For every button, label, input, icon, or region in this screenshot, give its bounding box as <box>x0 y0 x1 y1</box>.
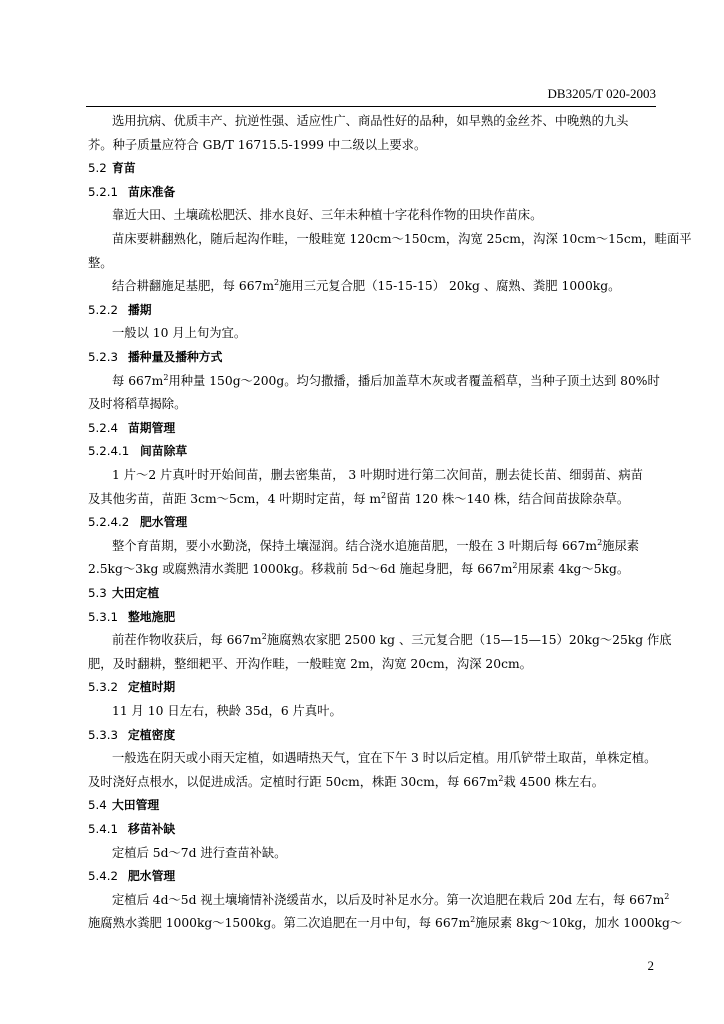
section-title: 肥水管理 <box>140 515 188 530</box>
header-rule <box>86 106 656 107</box>
section-title: 大田定植 <box>112 586 160 600</box>
section-title: 播期 <box>128 302 152 317</box>
paragraph-line: 肥，及时翻耕，整细耙平、开沟作畦，一般畦宽 2m，沟宽 20cm，沟深 20cm。 <box>88 656 532 671</box>
section-heading <box>88 725 724 745</box>
section-title: 苗床准备 <box>128 184 176 199</box>
section-heading <box>88 677 724 697</box>
section-heading <box>88 418 724 438</box>
section-heading <box>88 347 724 367</box>
section-heading <box>88 441 724 461</box>
section-number: 5.3.1 <box>88 609 119 624</box>
section-title: 整地施肥 <box>128 609 176 624</box>
section-heading <box>88 795 724 815</box>
section-number: 5.2 <box>88 161 107 176</box>
paragraph-line: 一般以 10 月上旬为宜。 <box>112 326 247 341</box>
section-heading <box>88 300 724 320</box>
section-title: 定植时期 <box>128 680 176 695</box>
paragraph-line: 及时将稻草揭除。 <box>88 397 187 412</box>
section-number: 5.2.2 <box>88 302 119 317</box>
section-title: 移苗补缺 <box>128 822 176 836</box>
section-title: 苗期管理 <box>128 420 176 435</box>
paragraph-line: 及其他劣苗，苗距 3cm～5cm，4 叶期时定苗，每 $m^2$留苗 120 株～140 株，结合间苗拔除杂草。 <box>88 490 630 506</box>
paragraph-line: 芥。种子质量应符合 GB/T 16715.5-1999 中二级以上要求。 <box>88 137 427 152</box>
section-number: 5.4.2 <box>88 869 119 884</box>
section-number: 5.2.4.2 <box>88 515 130 530</box>
paragraph-line: 1 片～2 片真叶时开始间苗，删去密集苗， 3 叶期时进行第二次间苗，删去徒长苗、细弱苗、病苗 <box>112 468 643 482</box>
paragraph-line: 整个育苗期，要小水勤浇，保持土壤湿润。结合浇水追施苗肥，一般在 3 叶期后每 $667m^2$施尿素 <box>112 537 640 553</box>
section-number: 5.3.2 <box>88 680 119 695</box>
section-title: 大田管理 <box>112 798 160 813</box>
section-number: 5.2.1 <box>88 184 119 199</box>
section-title: 定植密度 <box>128 727 176 742</box>
section-heading <box>88 512 724 532</box>
paragraph-line: 2.5kg～3kg 或腐熟清水粪肥 1000kg。移栽前 5d～6d 施起身肥，每 $667m^2$用尿素 4kg～5kg。 <box>88 561 630 577</box>
section-heading <box>88 819 724 839</box>
section-number: 5.3.3 <box>88 727 119 742</box>
section-heading <box>88 607 724 627</box>
document-code: DB3205/T 020-2003 <box>547 86 656 101</box>
section-heading <box>88 583 724 603</box>
paragraph-line: 一般选在阴天或小雨天定植，如遇晴热天气，宜在下午 3 时以后定植。用爪铲带土取苗，单株定植。 <box>112 751 657 766</box>
section-number: 5.4 <box>88 798 107 813</box>
section-number: 5.2.4.1 <box>88 444 130 459</box>
paragraph-line: 施腐熟水粪肥 1000kg～1500kg。第二次追肥在一月中旬，每 $667m^2$施尿素 8kg～10kg，加水 1000kg～ <box>88 915 683 931</box>
paragraph-line: 选用抗病、优质丰产、抗逆性强、适应性广、商品性好的品种，如早熟的金丝芥、中晚熟的九头 <box>112 114 629 128</box>
paragraph-line: 11 月 10 日左右，秧龄 35d，6 片真叶。 <box>112 704 342 718</box>
page-number: 2 <box>647 958 654 973</box>
paragraph-line: 定植后 5d～7d 进行查苗补缺。 <box>112 845 287 860</box>
section-title: 肥水管理 <box>128 869 176 884</box>
section-title: 育苗 <box>112 161 136 176</box>
paragraph-line: 靠近大田、土壤疏松肥沃、排水良好、三年未种植十字花科作物的田块作苗床。 <box>112 208 543 223</box>
section-number: 5.3 <box>88 586 107 600</box>
section-number: 5.2.3 <box>88 350 119 364</box>
section-title: 间苗除草 <box>140 444 188 459</box>
paragraph-line: 结合耕翻施足基肥，每 $667m^2$施用三元复合肥（15-15-15） 20kg 、腐熟、粪肥 1000kg。 <box>112 278 621 294</box>
section-number: 5.4.1 <box>88 822 119 836</box>
section-heading <box>88 866 724 886</box>
section-heading <box>88 158 724 178</box>
paragraph-line: 苗床要耕翻熟化，随后起沟作畦，一般畦宽 120cm～150cm，沟宽 25cm，沟深 10cm～15cm，畦面平 <box>112 232 692 246</box>
paragraph-line: 每 $667m^2$用种量 150g～200g。均匀撒播，播后加盖草木灰或者覆盖稻草，当种子顶土达到 80%时 <box>112 372 660 388</box>
section-number: 5.2.4 <box>88 420 119 435</box>
paragraph-line: 前茬作物收获后，每 $667m^2$施腐熟农家肥 2500 kg 、三元复合肥（15—15—15）20kg～25kg 作底 <box>112 632 672 648</box>
paragraph-line: 整。 <box>88 255 113 270</box>
paragraph-line: 及时浇好点根水，以促进成活。定植时行距 50cm，株距 30cm，每 $667m^2$栽 4500 株左右。 <box>88 773 605 789</box>
paragraph-line: 定植后 4d～5d 视土壤墒情补浇缓苗水，以后及时补足水分。第一次追肥在栽后 20d 左右，每 $667m^2$ <box>112 891 670 907</box>
section-title: 播种量及播种方式 <box>128 350 223 364</box>
section-heading <box>88 182 724 202</box>
